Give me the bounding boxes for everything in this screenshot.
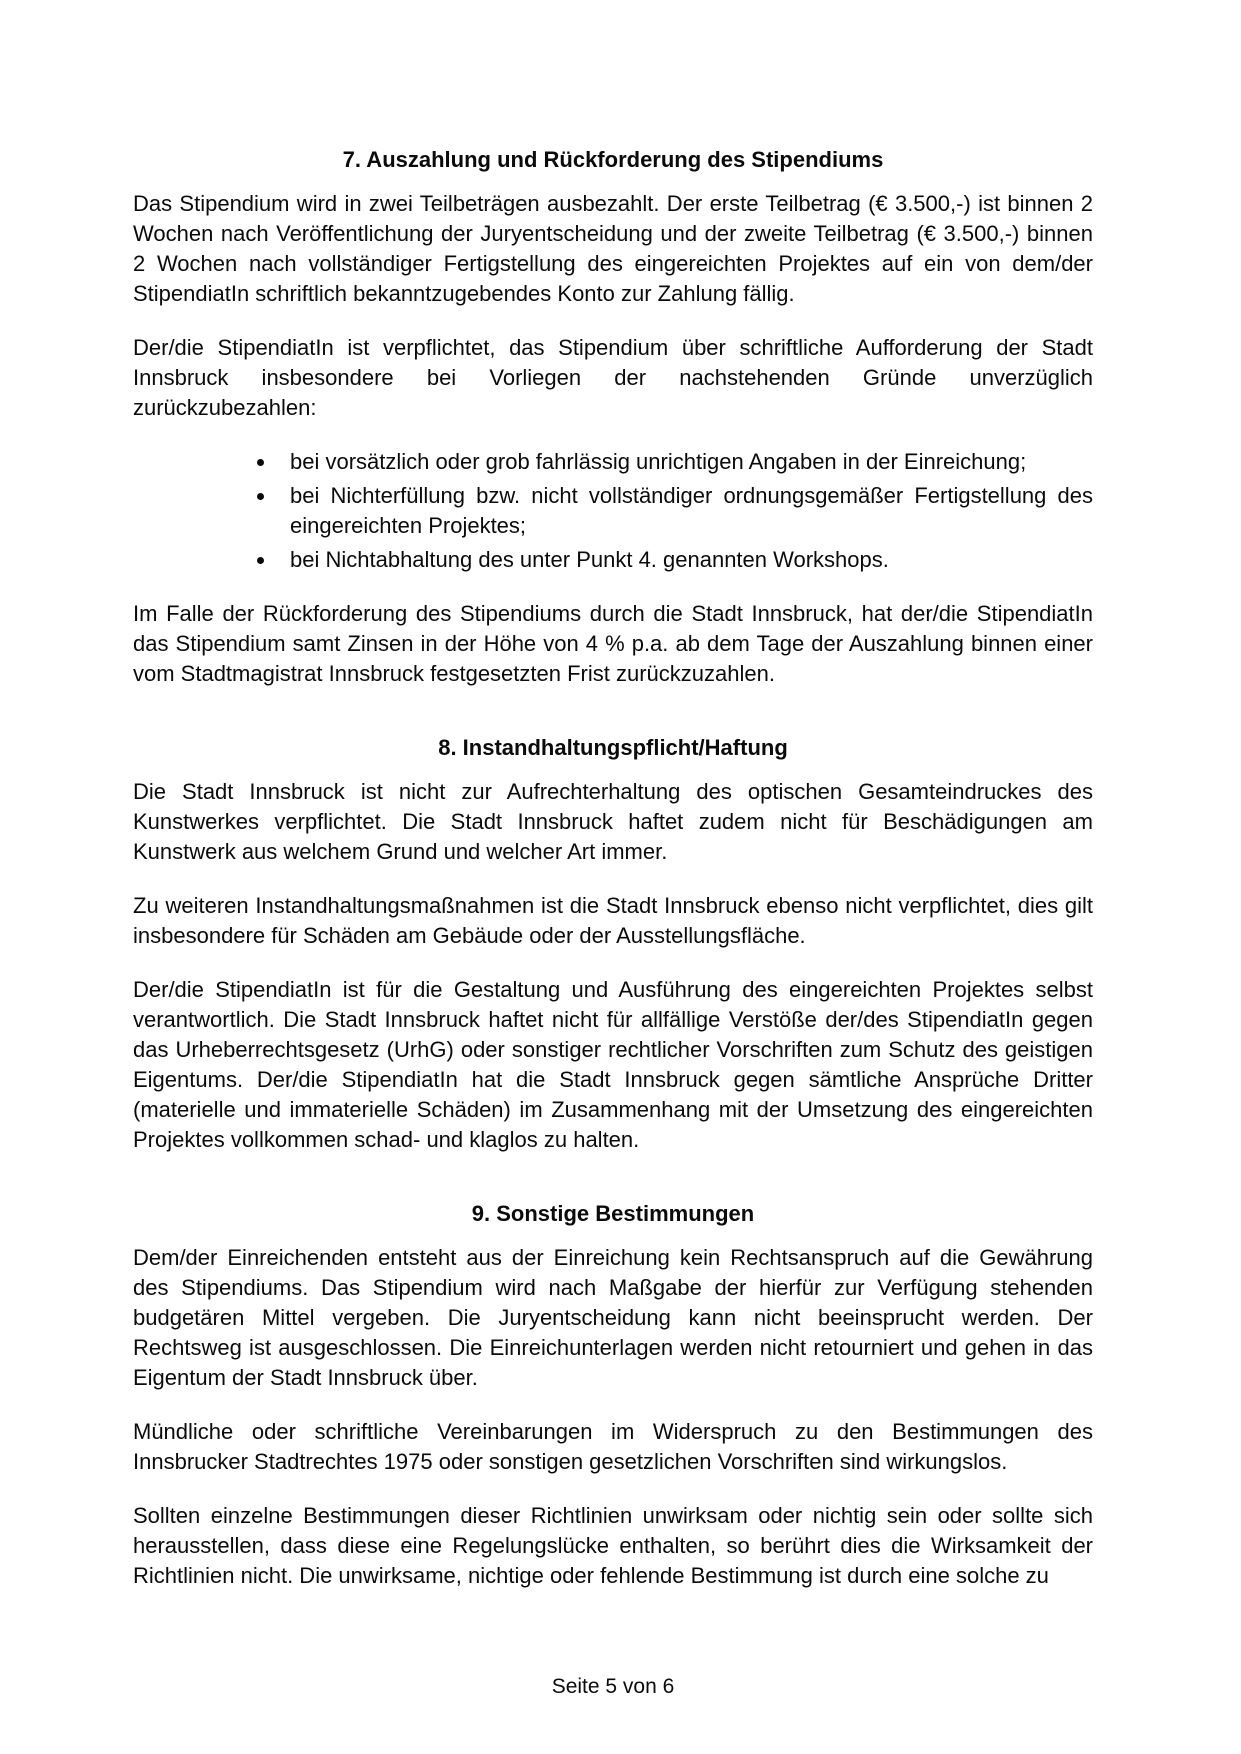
bullet-icon	[257, 493, 264, 500]
paragraph: Mündliche oder schriftliche Vereinbarungen im Widerspruch zu den Bestimmungen des Innsbrucker Stadtrechtes 1975 oder sonstigen gesetzlichen Vorschriften sind wirkungslos.	[133, 1419, 1093, 1474]
paragraph: Der/die StipendiatIn ist verpflichtet, das Stipendium über schriftliche Aufforderung der Stadt Innsbruck insbesondere bei Vorliegen der nachstehenden Gründe unverzüglich zurückzubezahlen:	[133, 335, 1093, 420]
paragraph: Zu weiteren Instandhaltungsmaßnahmen ist die Stadt Innsbruck ebenso nicht verpflichtet, dies gilt insbesondere für Schäden am Gebäude oder der Ausstellungsfläche.	[133, 893, 1093, 948]
list-item-text: bei vorsätzlich oder grob fahrlässig unrichtigen Angaben in der Einreichung;	[290, 449, 1027, 474]
section-instandhaltungspflicht-haftung	[133, 733, 1093, 1155]
section-heading: 8. Instandhaltungspflicht/Haftung	[438, 735, 788, 760]
list-item-text: bei Nichterfüllung bzw. nicht vollständiger ordnungsgemäßer Fertigstellung des eingereichten Projektes;	[290, 483, 1093, 538]
page-footer	[133, 1672, 1093, 1702]
paragraph: Die Stadt Innsbruck ist nicht zur Aufrechterhaltung des optischen Gesamteindruckes des Kunstwerkes verpflichtet. Die Stadt Innsbruck haftet zudem nicht für Beschädigungen am Kunstwerk aus welchem Grund und welcher Art immer.	[133, 779, 1093, 864]
section-auszahlung-rueckforderung	[133, 145, 1093, 689]
refund-reasons-list	[133, 447, 1093, 575]
paragraph: Sollten einzelne Bestimmungen dieser Richtlinien unwirksam oder nichtig sein oder sollte sich herausstellen, dass diese eine Regelungslücke enthalten, so berührt dies die Wirksamkeit der Richtlinien nicht. Die unwirksame, nichtige oder fehlende Bestimmung ist durch eine solche zu	[133, 1503, 1093, 1588]
section-heading: 7. Auszahlung und Rückforderung des Stipendiums	[342, 147, 884, 172]
bullet-icon	[257, 557, 264, 564]
list-item	[290, 545, 1093, 575]
list-item-text: bei Nichtabhaltung des unter Punkt 4. genannten Workshops.	[290, 547, 889, 572]
list-item	[290, 447, 1093, 477]
paragraph: Dem/der Einreichenden entsteht aus der Einreichung kein Rechtsanspruch auf die Gewährung des Stipendiums. Das Stipendium wird nach Maßgabe der hierfür zur Verfügung stehenden budgetären Mittel vergeben. Die Juryentscheidung kann nicht beeinsprucht werden. Der Rechtsweg ist ausgeschlossen. Die Einreichunterlagen werden nicht retourniert und gehen in das Eigentum der Stadt Innsbruck über.	[133, 1245, 1093, 1390]
paragraph: Im Falle der Rückforderung des Stipendiums durch die Stadt Innsbruck, hat der/die StipendiatIn das Stipendium samt Zinsen in der Höhe von 4 % p.a. ab dem Tage der Auszahlung binnen einer vom Stadtmagistrat Innsbruck festgesetzten Frist zurückzuzahlen.	[133, 601, 1093, 686]
section-sonstige-bestimmungen	[133, 1199, 1093, 1591]
list-item	[290, 481, 1093, 541]
section-heading: 9. Sonstige Bestimmungen	[471, 1201, 755, 1226]
bullet-icon	[257, 459, 264, 466]
page-number: Seite 5 von 6	[551, 1675, 675, 1698]
document-content	[133, 145, 1093, 1615]
paragraph: Das Stipendium wird in zwei Teilbeträgen ausbezahlt. Der erste Teilbetrag (€ 3.500,-) ist binnen 2 Wochen nach Veröffentlichung der Juryentscheidung und der zweite Teilbetrag (€ 3.500,-) binnen 2 Wochen nach vollständiger Fertigstellung des eingereichten Projektes auf ein von dem/der StipendiatIn schriftlich bekanntzugebendes Konto zur Zahlung fällig.	[133, 191, 1093, 306]
paragraph: Der/die StipendiatIn ist für die Gestaltung und Ausführung des eingereichten Projektes selbst verantwortlich. Die Stadt Innsbruck haftet nicht für allfällige Verstöße der/des StipendiatIn gegen das Urheberrechtsgesetz (UrhG) oder sonstiger rechtlicher Vorschriften zum Schutz des geistigen Eigentums. Der/die StipendiatIn hat die Stadt Innsbruck gegen sämtliche Ansprüche Dritter (materielle und immaterielle Schäden) im Zusammenhang mit der Umsetzung des eingereichten Projektes vollkommen schad- und klaglos zu halten.	[133, 977, 1093, 1152]
